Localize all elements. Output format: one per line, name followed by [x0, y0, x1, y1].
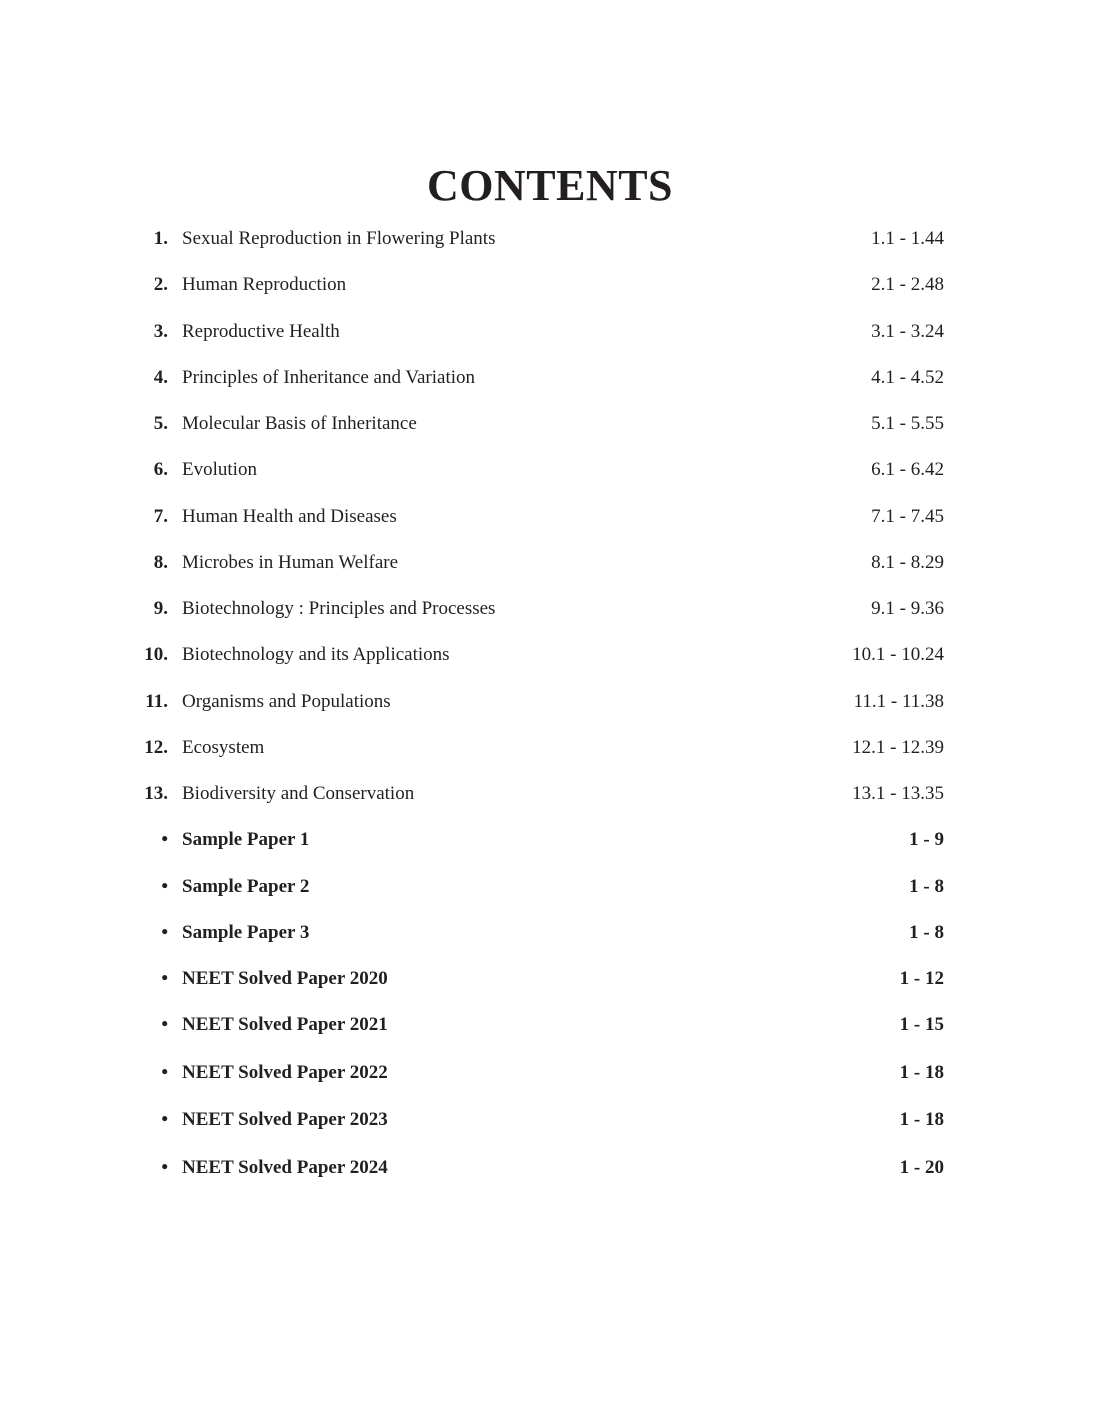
toc-entry-chapter-11[interactable]: [140, 679, 944, 725]
chapter-title: Ecosystem: [182, 736, 265, 758]
toc-entry-chapter-2[interactable]: [140, 262, 944, 308]
page-title: CONTENTS: [426, 161, 674, 210]
chapter-title: Organisms and Populations: [182, 690, 391, 712]
page-range: 6.1 - 6.42: [871, 459, 944, 481]
page-range: 1 - 8: [909, 875, 944, 897]
chapter-title: Biodiversity and Conservation: [182, 783, 415, 804]
chapter-number: 4.: [153, 366, 168, 388]
page-range: 4.1 - 4.52: [871, 366, 944, 388]
chapter-title: Molecular Basis of Inheritance: [182, 413, 417, 434]
chapter-title: Human Reproduction: [182, 274, 347, 296]
toc-entry-chapter-3[interactable]: [140, 309, 944, 355]
toc-entry-neet-2020[interactable]: [140, 956, 944, 1002]
chapter-title: Human Health and Diseases: [182, 505, 397, 527]
chapter-number: 1.: [153, 228, 168, 249]
toc-entry-chapter-6[interactable]: [140, 447, 944, 493]
chapter-title: Biotechnology : Principles and Processes: [182, 598, 496, 619]
page-range: 8.1 - 8.29: [871, 551, 944, 573]
chapter-number: 2.: [153, 274, 168, 296]
chapter-title: Biotechnology and its Applications: [182, 644, 450, 666]
toc-entry-chapter-4[interactable]: [140, 355, 944, 401]
toc-entry-neet-2023[interactable]: [140, 1096, 944, 1145]
bullet-icon: •: [161, 921, 168, 943]
chapter-title: Sexual Reproduction in Flowering Plants: [182, 228, 496, 249]
chapter-title: Reproductive Health: [182, 320, 340, 342]
chapter-title: Evolution: [182, 459, 257, 481]
page-range: 13.1 - 13.35: [852, 783, 944, 804]
page-range: 1.1 - 1.44: [871, 228, 944, 249]
extra-title: NEET Solved Paper 2024: [182, 1157, 388, 1178]
toc-entry-chapter-8[interactable]: [140, 540, 944, 586]
page-range: 1 - 20: [899, 1157, 944, 1178]
page-range: 5.1 - 5.55: [871, 413, 944, 434]
toc-entry-sample-paper-3[interactable]: [140, 910, 944, 956]
chapter-number: 13.: [144, 783, 168, 804]
toc-entry-chapter-7[interactable]: [140, 494, 944, 540]
page-range: 12.1 - 12.39: [852, 736, 944, 758]
chapter-title: Microbes in Human Welfare: [182, 551, 399, 573]
toc-entry-chapter-9[interactable]: [140, 586, 944, 632]
chapter-number: 9.: [153, 598, 168, 619]
page-range: 1 - 18: [899, 1108, 944, 1130]
chapter-number: 5.: [153, 413, 168, 434]
toc-entry-chapter-13[interactable]: [140, 771, 944, 817]
extra-title: Sample Paper 1: [182, 829, 310, 851]
chapter-number: 10.: [144, 644, 168, 666]
toc-entry-neet-2022[interactable]: [140, 1049, 944, 1096]
page-range: 10.1 - 10.24: [852, 644, 944, 666]
bullet-icon: •: [161, 1061, 168, 1083]
page-range: 1 - 9: [909, 829, 944, 851]
chapter-number: 3.: [153, 320, 168, 342]
chapter-number: 6.: [153, 459, 168, 481]
page-range: 1 - 18: [899, 1061, 944, 1083]
bullet-icon: •: [161, 829, 168, 851]
chapter-title: Principles of Inheritance and Variation: [182, 366, 475, 388]
bullet-icon: •: [161, 1014, 168, 1036]
toc-entry-chapter-12[interactable]: [140, 725, 944, 771]
bullet-icon: •: [161, 1157, 168, 1178]
toc-entry-neet-2021[interactable]: [140, 1002, 944, 1048]
toc-entry-sample-paper-2[interactable]: [140, 864, 944, 910]
page-range: 11.1 - 11.38: [853, 690, 944, 712]
page-range: 9.1 - 9.36: [871, 598, 944, 619]
page-range: 2.1 - 2.48: [871, 274, 944, 296]
toc-entry-neet-2024[interactable]: [140, 1144, 944, 1193]
extra-title: Sample Paper 3: [182, 921, 310, 943]
extra-title: NEET Solved Paper 2020: [182, 968, 388, 989]
page-range: 3.1 - 3.24: [871, 320, 944, 342]
page-range: 7.1 - 7.45: [871, 505, 944, 527]
extra-title: NEET Solved Paper 2023: [182, 1108, 388, 1130]
toc-entry-sample-paper-1[interactable]: [140, 817, 944, 863]
page-range: 1 - 8: [909, 921, 944, 943]
toc-entry-chapter-10[interactable]: [140, 632, 944, 678]
toc-entry-chapter-5[interactable]: [140, 401, 944, 447]
chapter-number: 8.: [153, 551, 168, 573]
chapter-number: 11.: [145, 690, 168, 712]
toc-entry-chapter-1[interactable]: [140, 216, 944, 262]
extra-title: NEET Solved Paper 2021: [182, 1014, 388, 1036]
chapter-number: 7.: [153, 505, 168, 527]
bullet-icon: •: [161, 968, 168, 989]
extra-title: NEET Solved Paper 2022: [182, 1061, 388, 1083]
extra-title: Sample Paper 2: [182, 875, 310, 897]
page-range: 1 - 12: [899, 968, 944, 989]
table-of-contents: [140, 216, 944, 1193]
chapter-number: 12.: [144, 736, 168, 758]
page-range: 1 - 15: [899, 1014, 944, 1036]
bullet-icon: •: [161, 1108, 168, 1130]
bullet-icon: •: [161, 875, 168, 897]
